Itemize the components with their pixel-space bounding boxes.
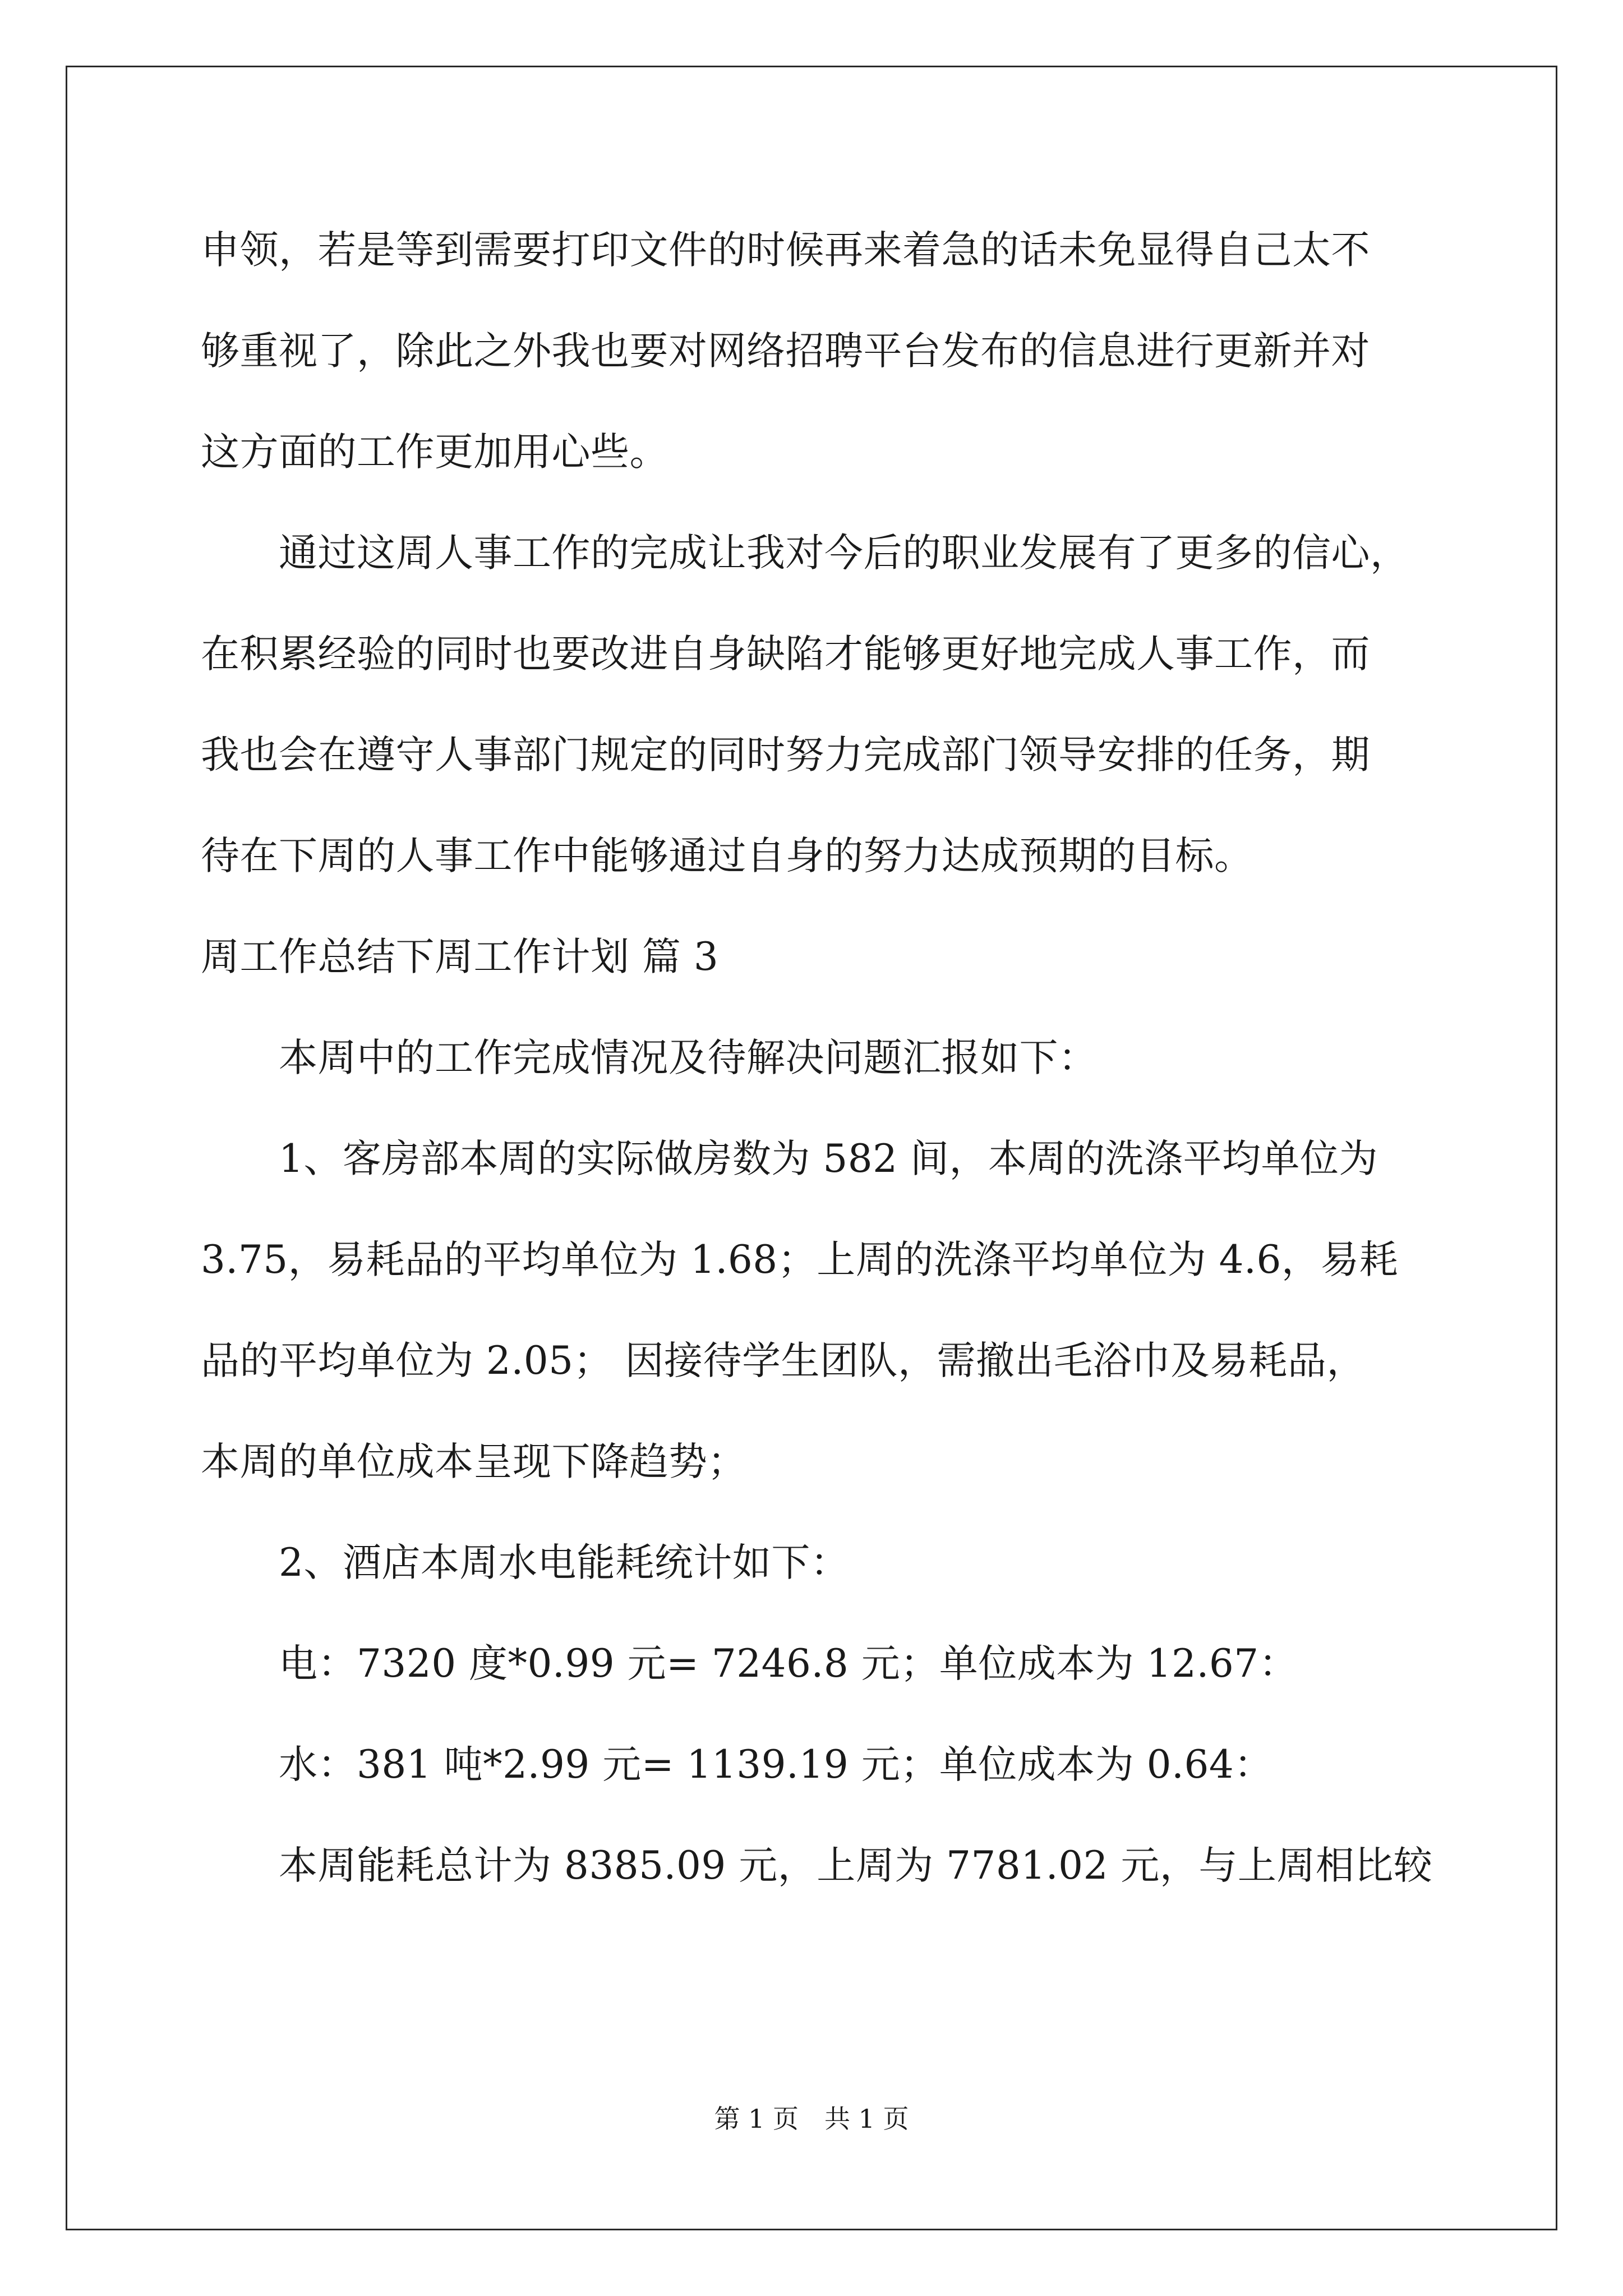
page-number: 第 1 页: [714, 2104, 799, 2134]
body-line-11: 3.75，易耗品的平均单位为 1.68；上周的洗涤平均单位为 4.6，易耗: [201, 1237, 1399, 1282]
body-line-1: 申领，若是等到需要打印文件的时候再来着急的话未免显得自己太不: [201, 228, 1370, 273]
body-line-16: 水：381 吨*2.99 元= 1139.19 元；单位成本为 0.64：: [279, 1742, 1273, 1787]
body-line-3: 这方面的工作更加用心些。: [201, 430, 668, 475]
section-heading: 周工作总结下周工作计划 篇 3: [201, 935, 719, 979]
page-total: 共 1 页: [824, 2104, 909, 2134]
body-line-2: 够重视了，除此之外我也要对网络招聘平台发布的信息进行更新并对: [201, 329, 1370, 374]
body-line-13: 本周的单位成本呈现下降趋势；: [201, 1439, 746, 1484]
body-line-7: 待在下周的人事工作中能够通过自身的努力达成预期的目标。: [201, 834, 1253, 878]
body-line-12: 品的平均单位为 2.05； 因接待学生团队，需撤出毛浴巾及易耗品，: [201, 1338, 1366, 1383]
page-footer: [0, 2102, 1623, 2136]
body-line-17: 本周能耗总计为 8385.09 元，上周为 7781.02 元，与上周相比较: [279, 1843, 1433, 1888]
body-line-6: 我也会在遵守人事部门规定的同时努力完成部门领导安排的任务，期: [201, 733, 1370, 777]
body-line-14: 2、酒店本周水电能耗统计如下：: [279, 1540, 850, 1585]
body-line-15: 电：7320 度*0.99 元= 7246.8 元；单位成本为 12.67：: [279, 1641, 1298, 1686]
body-line-10: 1、客房部本周的实际做房数为 582 间，本周的洗涤平均单位为: [279, 1137, 1378, 1181]
body-line-9: 本周中的工作完成情况及待解决问题汇报如下：: [279, 1036, 1098, 1080]
body-line-5: 在积累经验的同时也要改进自身缺陷才能够更好地完成人事工作，而: [201, 632, 1370, 677]
body-line-4: 通过这周人事工作的完成让我对今后的职业发展有了更多的信心，: [279, 531, 1409, 576]
